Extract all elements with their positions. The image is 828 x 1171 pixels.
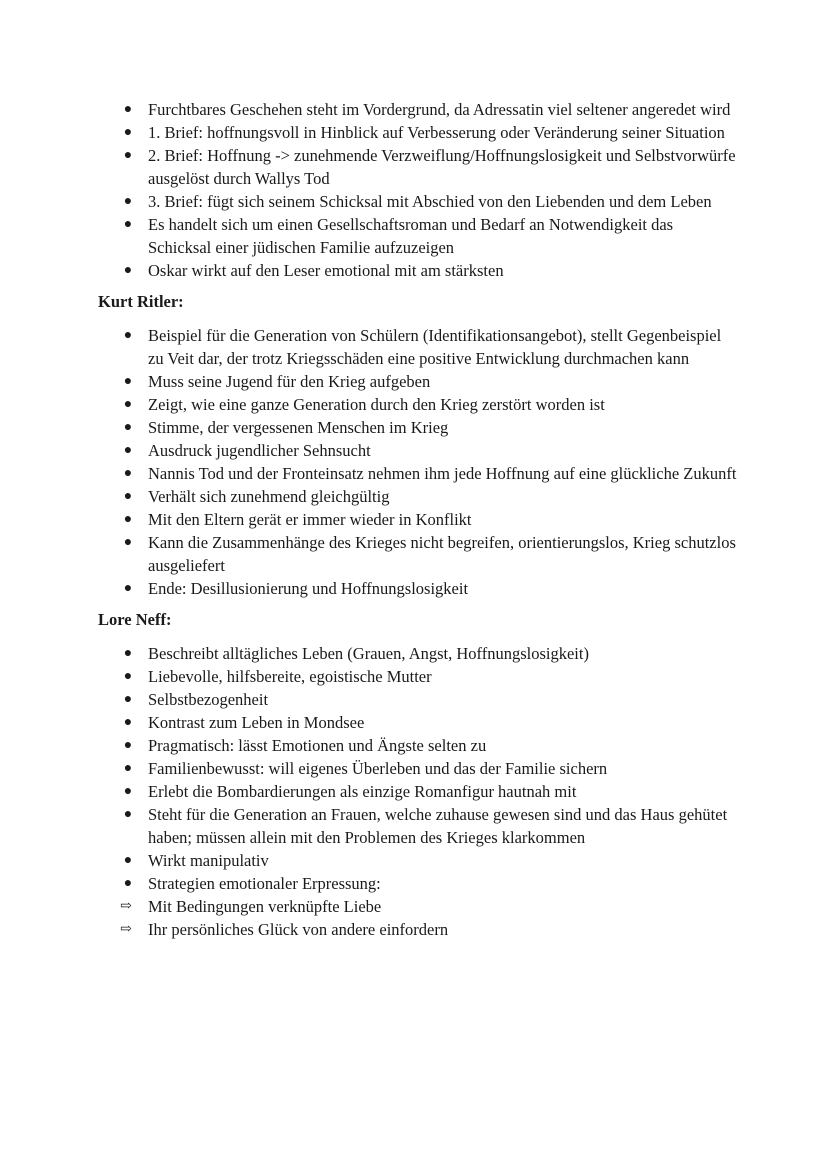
bullet-icon: ● (123, 489, 133, 504)
list-item (0, 803, 828, 849)
list-item-text: Ende: Desillusionierung und Hoffnungslosigkeit (148, 579, 469, 598)
list-item-text: Verhält sich zunehmend gleichgültig (148, 487, 390, 506)
list-item (0, 393, 828, 416)
list-item-text: Ausdruck jugendlicher Sehnsucht (148, 441, 371, 460)
lore-bullet-list (0, 642, 828, 941)
bullet-icon: ● (123, 217, 133, 232)
bullet-icon: ● (123, 328, 133, 343)
bullet-icon: ● (123, 853, 133, 868)
list-item (0, 190, 828, 213)
list-item (0, 439, 828, 462)
bullet-icon: ● (123, 397, 133, 412)
list-item (0, 508, 828, 531)
list-item (0, 872, 828, 895)
list-item (0, 98, 828, 121)
list-item (0, 711, 828, 734)
bullet-icon: ● (123, 692, 133, 707)
list-item-text: Erlebt die Bombardierungen als einzige Romanfigur hautnah mit (148, 782, 577, 801)
list-item-text: Mit den Eltern gerät er immer wieder in Konflikt (148, 510, 472, 529)
bullet-icon: ● (123, 535, 133, 550)
list-item-text: Liebevolle, hilfsbereite, egoistische Mutter (148, 667, 432, 686)
bullet-icon: ● (123, 194, 133, 209)
list-item (0, 144, 828, 190)
list-item-text: Selbstbezogenheit (148, 690, 269, 709)
bullet-icon: ● (123, 374, 133, 389)
list-item (0, 757, 828, 780)
bullet-icon: ● (123, 466, 133, 481)
bullet-icon: ● (123, 443, 133, 458)
list-item (0, 462, 828, 485)
list-item (0, 577, 828, 600)
intro-bullet-list (0, 98, 828, 282)
list-item-text: Strategien emotionaler Erpressung: (148, 874, 381, 893)
list-item-text: Kann die Zusammenhänge des Krieges nicht begreifen, orientierungslos, Krieg schutzlos ausgeliefert (148, 533, 736, 575)
list-item-text: 3. Brief: fügt sich seinem Schicksal mit Abschied von den Liebenden und dem Leben (148, 192, 712, 211)
bullet-icon: ● (123, 738, 133, 753)
list-item-text: Pragmatisch: lässt Emotionen und Ängste selten zu (148, 736, 487, 755)
list-item (0, 370, 828, 393)
bullet-icon: ● (123, 581, 133, 596)
list-item (0, 642, 828, 665)
bullet-icon: ● (123, 512, 133, 527)
bullet-icon: ● (123, 263, 133, 278)
list-item (0, 849, 828, 872)
list-item (0, 259, 828, 282)
bullet-icon: ● (123, 420, 133, 435)
list-item-text: Familienbewusst: will eigenes Überleben und das der Familie sichern (148, 759, 608, 778)
arrow-list-item (0, 895, 828, 918)
list-item-text: 1. Brief: hoffnungsvoll in Hinblick auf Verbesserung oder Veränderung seiner Situation (148, 123, 725, 142)
arrow-bullet-icon: ⇨ (120, 899, 132, 914)
list-item-text: Zeigt, wie eine ganze Generation durch den Krieg zerstört worden ist (148, 395, 605, 414)
list-item-text: 2. Brief: Hoffnung -> zunehmende Verzweiflung/Hoffnungslosigkeit und Selbstvorwürfe ausgelöst durch Wallys Tod (148, 146, 736, 188)
list-item-text: Beschreibt alltägliches Leben (Grauen, Angst, Hoffnungslosigkeit) (148, 644, 589, 663)
list-item-text: Nannis Tod und der Fronteinsatz nehmen ihm jede Hoffnung auf eine glückliche Zukunft (148, 464, 737, 483)
list-item-text: Oskar wirkt auf den Leser emotional mit am stärksten (148, 261, 504, 280)
section-heading-kurt-ritler: Kurt Ritler: (98, 292, 184, 311)
list-item-text: Ihr persönliches Glück von andere einfordern (148, 920, 449, 939)
list-item-text: Wirkt manipulativ (148, 851, 269, 870)
list-item (0, 531, 828, 577)
bullet-icon: ● (123, 807, 133, 822)
list-item (0, 121, 828, 144)
bullet-icon: ● (123, 876, 133, 891)
list-item-text: Beispiel für die Generation von Schülern (Identifikationsangebot), stellt Gegenbeispiel zu Veit dar, der trotz Kriegsschäden eine positive Entwicklung durchmachen kann (148, 326, 722, 368)
list-item-text: Es handelt sich um einen Gesellschaftsroman und Bedarf an Notwendigkeit das Schicksal einer jüdischen Familie aufzuzeigen (148, 215, 674, 257)
bullet-icon: ● (123, 784, 133, 799)
list-item (0, 416, 828, 439)
bullet-icon: ● (123, 669, 133, 684)
list-item-text: Muss seine Jugend für den Krieg aufgeben (148, 372, 431, 391)
bullet-icon: ● (123, 646, 133, 661)
list-item-text: Stimme, der vergessenen Menschen im Krieg (148, 418, 449, 437)
list-item (0, 734, 828, 757)
list-item-text: Steht für die Generation an Frauen, welche zuhause gewesen sind und das Haus gehütet haben; müssen allein mit den Problemen des Krieges klarkommen (148, 805, 728, 847)
list-item (0, 665, 828, 688)
list-item (0, 213, 828, 259)
section-heading-lore-neff: Lore Neff: (98, 610, 172, 629)
bullet-icon: ● (123, 102, 133, 117)
list-item-text: Kontrast zum Leben in Mondsee (148, 713, 365, 732)
document-page (0, 98, 828, 941)
kurt-bullet-list (0, 324, 828, 600)
arrow-list-item (0, 918, 828, 941)
bullet-icon: ● (123, 125, 133, 140)
bullet-icon: ● (123, 715, 133, 730)
bullet-icon: ● (123, 761, 133, 776)
list-item (0, 688, 828, 711)
bullet-icon: ● (123, 148, 133, 163)
arrow-bullet-icon: ⇨ (120, 922, 132, 937)
list-item-text: Mit Bedingungen verknüpfte Liebe (148, 897, 382, 916)
list-item (0, 485, 828, 508)
list-item (0, 780, 828, 803)
list-item-text: Furchtbares Geschehen steht im Vordergrund, da Adressatin viel seltener angeredet wird (148, 100, 731, 119)
list-item (0, 324, 828, 370)
